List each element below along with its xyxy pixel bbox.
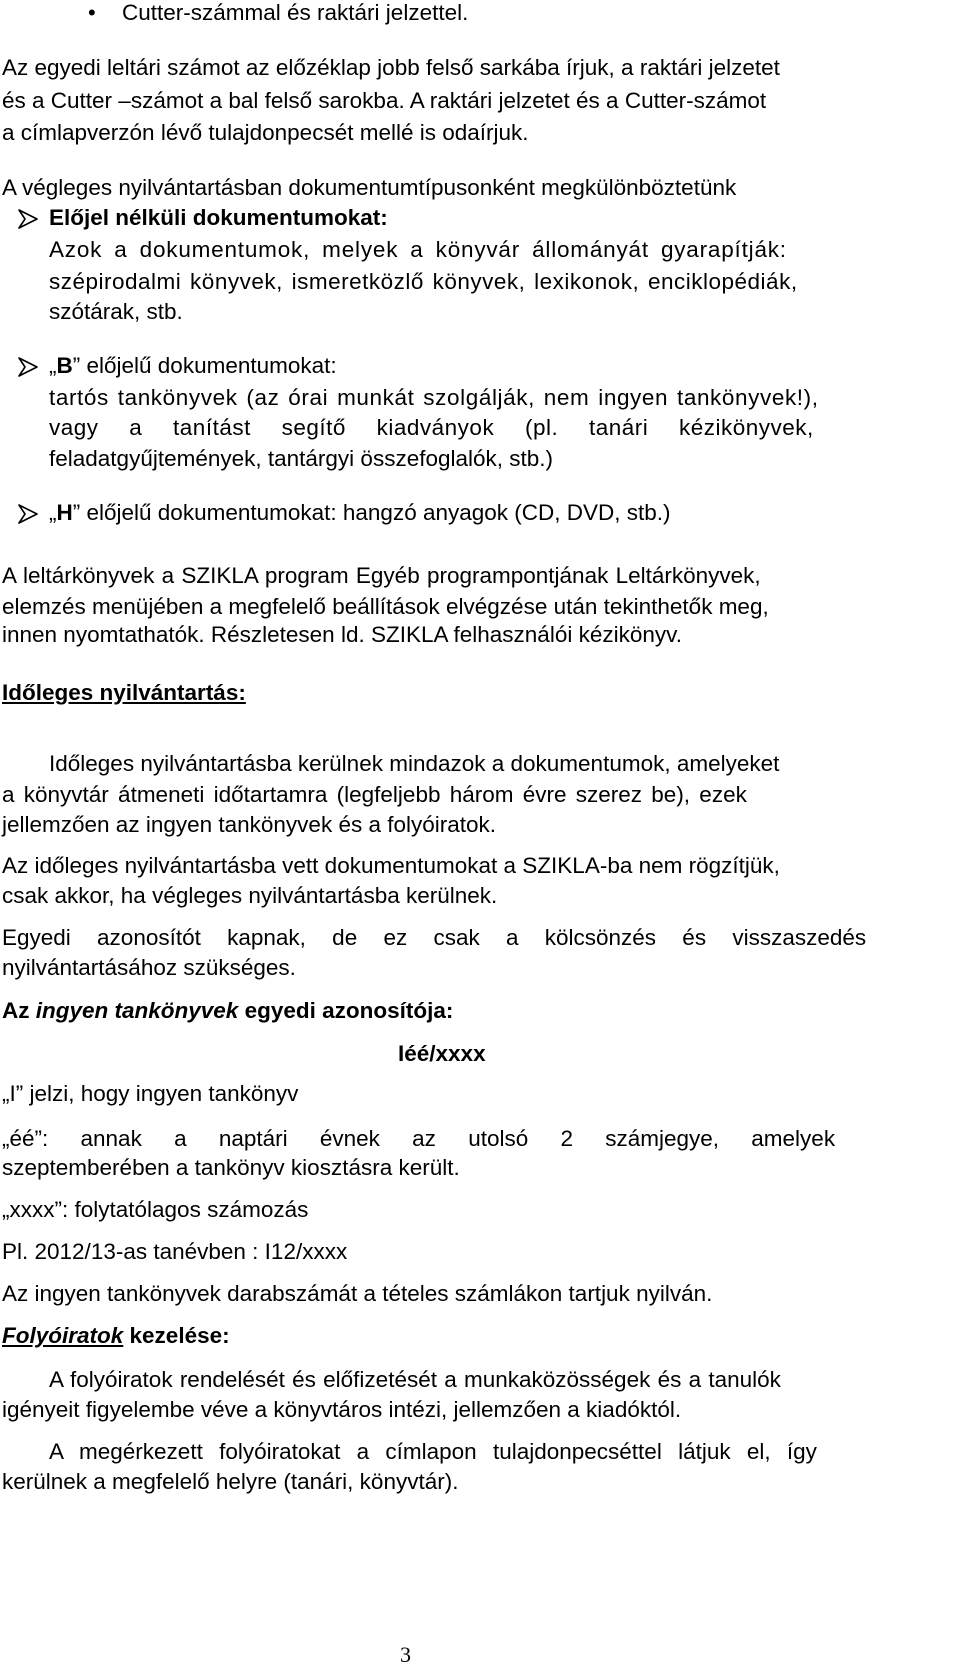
paragraph-8-line-1: A folyóiratok rendelését és előfizetését a munkaközösségek és a tanulók (49, 1367, 781, 1392)
item-2-open-quote: „ (49, 353, 57, 378)
arrow-bullet-icon (16, 356, 40, 378)
item-3-rest: ” előjelű dokumentumokat: hangzó anyagok (CD, DVD, stb.) (72, 500, 671, 525)
paragraph-1-line-1 (2, 53, 896, 83)
item-2-letter: B (56, 353, 73, 378)
item-2-heading-rest: ” előjelű dokumentumokat: (72, 353, 337, 378)
section-heading-temporary: Időleges nyilvántartás: (2, 680, 246, 705)
item-2-heading (49, 351, 337, 381)
page-number: 3 (400, 1642, 411, 1667)
p1-line-2-text: és a Cutter –számot a bal felső sarokba. A raktári jelzetet és a Cutter-számot (2, 88, 767, 113)
item-3-letter: H (56, 500, 73, 525)
classification-intro: A végleges nyilvántartásban dokumentumtípusonként megkülönböztetünk (2, 175, 737, 200)
paragraph-1-line-3: a címlapverzón lévő tulajdonpecsét mellé is odaírjuk. (2, 120, 529, 145)
paragraph-8-line-2: igényeit figyelembe véve a könyvtáros intézi, jellemzően a kiadóktól. (2, 1397, 682, 1422)
item-1-heading: Előjel nélküli dokumentumokat: (49, 205, 388, 230)
heading-id-emphasis: ingyen tankönyvek (35, 998, 239, 1023)
item-2-line-1: tartós tankönyvek (az órai munkát szolgálják, nem ingyen tankönyvek!), (49, 385, 819, 410)
arrow-bullet-icon (16, 503, 40, 525)
heading-id-part-1: Az (2, 998, 36, 1023)
paragraph-3-line-3: innen nyomtathatók. Részletesen ld. SZIKLA felhasználói kézikönyv. (2, 622, 682, 647)
paragraph-9-line-1: A megérkezett folyóiratokat a címlapon tulajdonpecséttel látjuk el, így (49, 1439, 817, 1464)
paragraph-1-line-2 (2, 86, 896, 116)
id-format: Iéé/xxxx (398, 1041, 486, 1066)
item-2-line-2: vagy a tanítást segítő kiadványok (pl. tanári kézikönyvek, (49, 415, 814, 440)
item-1-line-3: szótárak, stb. (49, 299, 183, 324)
item-1-line-1: Azok a dokumentumok, melyek a könyvár állományát gyarapítják: (49, 237, 787, 262)
bullet-item-text: Cutter-számmal és raktári jelzettel. (122, 0, 469, 25)
paragraph-3-line-2: elemzés menüjében a megfelelő beállítások elvégzése után tekinthetők meg, (2, 594, 769, 619)
section-heading-periodicals (2, 1321, 230, 1351)
heading-id-part-3: egyedi azonosítója: (238, 998, 454, 1023)
id-ee-explanation-line-2: szeptemberében a tankönyv kiosztásra került. (2, 1155, 460, 1180)
id-i-explanation: „I” jelzi, hogy ingyen tankönyv (2, 1081, 299, 1106)
item-2-line-3: feladatgyűjtemények, tantárgyi összefoglalók, stb.) (49, 446, 554, 471)
paragraph-7: Az ingyen tankönyvek darabszámát a tételes számlákon tartjuk nyilván. (2, 1281, 713, 1306)
paragraph-5-line-2: csak akkor, ha végleges nyilvántartásba kerülnek. (2, 883, 498, 908)
bullet-dot: • (88, 0, 96, 25)
id-example: Pl. 2012/13-as tanévben : I12/xxxx (2, 1239, 348, 1264)
heading-periodicals-emphasis: Folyóiratok (2, 1323, 124, 1348)
paragraph-6-line-1: Egyedi azonosítót kapnak, de ez csak a kölcsönzés és visszaszedés (2, 925, 867, 950)
paragraph-4-line-2: a könyvtár átmeneti időtartamra (legfeljebb három évre szerez be), ezek (2, 782, 747, 807)
heading-periodicals-rest: kezelése: (123, 1323, 230, 1348)
item-3-open-quote: „ (49, 500, 57, 525)
item-1-line-2: szépirodalmi könyvek, ismeretközlő könyvek, lexikonok, enciklopédiák, (49, 269, 798, 294)
p1-line-1-text: Az egyedi leltári számot az előzéklap jobb felső sarkába írjuk, a raktári jelzetet (2, 55, 780, 80)
item-3-text (49, 498, 671, 528)
paragraph-4-line-1: Időleges nyilvántartásba kerülnek mindazok a dokumentumok, amelyeket (49, 751, 780, 776)
paragraph-9-line-2: kerülnek a megfelelő helyre (tanári, könyvtár). (2, 1469, 459, 1494)
arrow-bullet-icon (16, 208, 40, 230)
paragraph-4-line-3: jellemzően az ingyen tankönyvek és a folyóiratok. (2, 812, 497, 837)
section-heading-textbook-id (2, 996, 453, 1026)
paragraph-3-line-1: A leltárkönyvek a SZIKLA program Egyéb programpontjának Leltárkönyvek, (2, 563, 761, 588)
paragraph-5-line-1: Az időleges nyilvántartásba vett dokumentumokat a SZIKLA-ba nem rögzítjük, (2, 853, 780, 878)
paragraph-6-line-2: nyilvántartásához szükséges. (2, 955, 296, 980)
id-xxxx-explanation: „xxxx”: folytatólagos számozás (2, 1197, 309, 1222)
id-ee-explanation-line-1: „éé”: annak a naptári évnek az utolsó 2 számjegye, amelyek (2, 1126, 836, 1151)
